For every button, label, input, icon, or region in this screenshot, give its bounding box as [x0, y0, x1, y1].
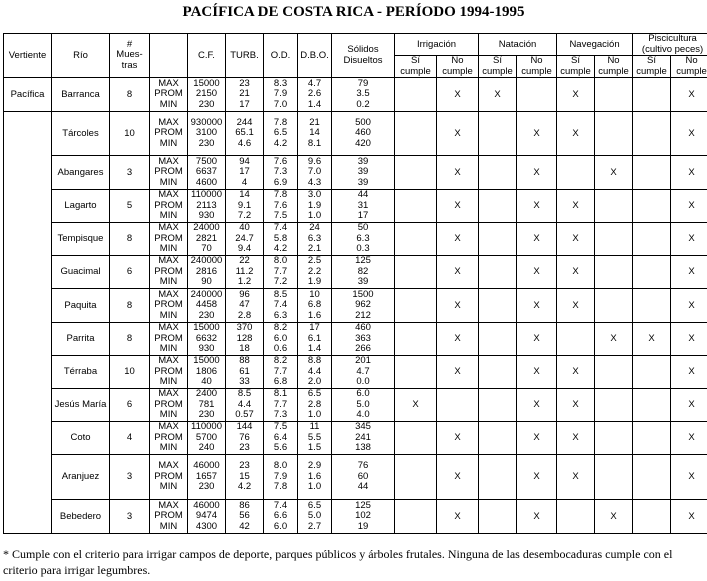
compliance-mark: X — [517, 112, 557, 156]
compliance-mark: X — [517, 323, 557, 356]
od-values: 8.3 7.9 7.0 — [264, 78, 298, 112]
table-row — [4, 455, 707, 500]
solidos-values: 460 363 266 — [332, 323, 395, 356]
col-irrigacion: Irrigación — [395, 34, 479, 56]
compliance-mark: X — [671, 78, 707, 112]
dbo-values: 2.9 1.6 1.0 — [298, 455, 332, 500]
compliance-mark — [517, 78, 557, 112]
river-name: Tárcoles — [52, 112, 110, 156]
vertiente-cell — [4, 112, 52, 534]
col-natacion: Natación — [479, 34, 557, 56]
compliance-mark: X — [595, 500, 633, 534]
col-piscicultura: Piscicultura (cultivo peces) — [633, 34, 707, 56]
compliance-mark — [557, 500, 595, 534]
col-no-cumple: No cumple — [671, 56, 707, 78]
sample-count: 6 — [110, 389, 150, 422]
stat-labels: MAX PROM MIN — [150, 256, 188, 289]
compliance-mark — [595, 223, 633, 256]
sample-count: 10 — [110, 356, 150, 389]
turb-values: 88 61 33 — [226, 356, 264, 389]
compliance-mark — [479, 455, 517, 500]
od-values: 8.2 7.7 6.8 — [264, 356, 298, 389]
turb-values: 94 17 4 — [226, 156, 264, 190]
water-quality-table — [3, 33, 707, 534]
compliance-mark — [395, 289, 437, 323]
sample-count: 3 — [110, 156, 150, 190]
compliance-mark: X — [517, 190, 557, 223]
cf-values: 240000 2816 90 — [188, 256, 226, 289]
turb-values: 96 47 2.8 — [226, 289, 264, 323]
turb-values: 23 21 17 — [226, 78, 264, 112]
col-no-cumple: No cumple — [517, 56, 557, 78]
turb-values: 23 15 4.2 — [226, 455, 264, 500]
footnote: * Cumple con el criterio para irrigar campos de deporte, parques públicos y árboles frutales. Ninguna de las desembocaduras cumple con el criterio para irrigar legumbres. — [3, 547, 673, 577]
compliance-mark: X — [557, 190, 595, 223]
solidos-values: 1500 962 212 — [332, 289, 395, 323]
table-row — [4, 422, 707, 455]
compliance-mark — [395, 78, 437, 112]
compliance-mark: X — [557, 112, 595, 156]
compliance-mark: X — [437, 156, 479, 190]
dbo-values: 6.5 5.0 2.7 — [298, 500, 332, 534]
compliance-mark — [595, 289, 633, 323]
compliance-mark: X — [557, 389, 595, 422]
compliance-mark: X — [557, 289, 595, 323]
compliance-mark: X — [671, 156, 707, 190]
od-values: 7.8 6.5 4.2 — [264, 112, 298, 156]
dbo-values: 3.0 1.9 1.0 — [298, 190, 332, 223]
col-no-cumple: No cumple — [595, 56, 633, 78]
compliance-mark — [395, 356, 437, 389]
compliance-mark: X — [671, 422, 707, 455]
compliance-mark — [595, 455, 633, 500]
turb-values: 370 128 18 — [226, 323, 264, 356]
compliance-mark: X — [557, 256, 595, 289]
compliance-mark: X — [671, 455, 707, 500]
dbo-values: 4.7 2.6 1.4 — [298, 78, 332, 112]
sample-count: 3 — [110, 500, 150, 534]
cf-values: 110000 5700 240 — [188, 422, 226, 455]
col-si-cumple: Sí cumple — [633, 56, 671, 78]
compliance-mark — [479, 112, 517, 156]
od-values: 8.0 7.7 7.2 — [264, 256, 298, 289]
compliance-mark: X — [437, 190, 479, 223]
compliance-mark — [633, 389, 671, 422]
compliance-mark: X — [557, 356, 595, 389]
solidos-values: 79 3.5 0.2 — [332, 78, 395, 112]
compliance-mark: X — [557, 455, 595, 500]
dbo-values: 9.6 7.0 4.3 — [298, 156, 332, 190]
col-si-cumple: Sí cumple — [557, 56, 595, 78]
table-row — [4, 78, 707, 112]
compliance-mark — [437, 389, 479, 422]
compliance-mark — [633, 500, 671, 534]
compliance-mark — [479, 223, 517, 256]
page-title: PACÍFICA DE COSTA RICA - PERÍODO 1994-1995 — [182, 4, 525, 20]
od-values: 8.5 7.4 6.3 — [264, 289, 298, 323]
turb-values: 86 56 42 — [226, 500, 264, 534]
compliance-mark — [595, 422, 633, 455]
table-row — [4, 356, 707, 389]
compliance-mark — [633, 356, 671, 389]
col-vertiente: Vertiente — [4, 34, 52, 78]
compliance-mark: X — [395, 389, 437, 422]
compliance-mark: X — [671, 389, 707, 422]
cf-values: 15000 6632 930 — [188, 323, 226, 356]
solidos-values: 125 102 19 — [332, 500, 395, 534]
table-row — [4, 389, 707, 422]
sample-count: 8 — [110, 289, 150, 323]
solidos-values: 39 39 39 — [332, 156, 395, 190]
table-row — [4, 500, 707, 534]
compliance-mark: X — [517, 223, 557, 256]
compliance-mark: X — [437, 256, 479, 289]
compliance-mark: X — [437, 356, 479, 389]
compliance-mark: X — [437, 78, 479, 112]
table-row — [4, 223, 707, 256]
stat-labels: MAX PROM MIN — [150, 389, 188, 422]
solidos-values: 500 460 420 — [332, 112, 395, 156]
solidos-values: 44 31 17 — [332, 190, 395, 223]
stat-labels: MAX PROM MIN — [150, 500, 188, 534]
compliance-mark — [595, 256, 633, 289]
sample-count: 3 — [110, 455, 150, 500]
dbo-values: 2.5 2.2 1.9 — [298, 256, 332, 289]
stat-labels: MAX PROM MIN — [150, 455, 188, 500]
compliance-mark — [633, 156, 671, 190]
river-name: Jesús María — [52, 389, 110, 422]
compliance-mark: X — [633, 323, 671, 356]
col-od: O.D. — [264, 34, 298, 78]
sample-count: 10 — [110, 112, 150, 156]
col-cf: C.F. — [188, 34, 226, 78]
cf-values: 24000 2821 70 — [188, 223, 226, 256]
compliance-mark: X — [671, 356, 707, 389]
od-values: 7.5 6.4 5.6 — [264, 422, 298, 455]
river-name: Tempisque — [52, 223, 110, 256]
compliance-mark — [595, 112, 633, 156]
compliance-mark — [595, 190, 633, 223]
dbo-values: 10 6.8 1.6 — [298, 289, 332, 323]
cf-values: 7500 6637 4600 — [188, 156, 226, 190]
river-name: Parrita — [52, 323, 110, 356]
compliance-mark — [395, 156, 437, 190]
compliance-mark — [395, 455, 437, 500]
dbo-values: 8.8 4.4 2.0 — [298, 356, 332, 389]
compliance-mark: X — [437, 455, 479, 500]
compliance-mark: X — [437, 112, 479, 156]
compliance-mark: X — [437, 289, 479, 323]
solidos-values: 125 82 39 — [332, 256, 395, 289]
col-si-cumple: Sí cumple — [479, 56, 517, 78]
dbo-values: 11 5.5 1.5 — [298, 422, 332, 455]
compliance-mark — [479, 500, 517, 534]
compliance-mark — [633, 422, 671, 455]
sample-count: 8 — [110, 323, 150, 356]
compliance-mark — [395, 190, 437, 223]
col-turb: TURB. — [226, 34, 264, 78]
compliance-mark: X — [671, 256, 707, 289]
od-values: 7.4 6.6 6.0 — [264, 500, 298, 534]
compliance-mark: X — [517, 356, 557, 389]
compliance-mark: X — [671, 223, 707, 256]
compliance-mark: X — [671, 323, 707, 356]
turb-values: 14 9.1 7.2 — [226, 190, 264, 223]
compliance-mark — [479, 156, 517, 190]
od-values: 8.1 7.7 7.3 — [264, 389, 298, 422]
table-row — [4, 156, 707, 190]
compliance-mark: X — [557, 223, 595, 256]
compliance-mark: X — [671, 289, 707, 323]
compliance-mark: X — [517, 500, 557, 534]
sample-count: 6 — [110, 256, 150, 289]
compliance-mark — [633, 256, 671, 289]
compliance-mark — [479, 256, 517, 289]
od-values: 7.4 5.8 4.2 — [264, 223, 298, 256]
sample-count: 8 — [110, 223, 150, 256]
cf-values: 46000 9474 4300 — [188, 500, 226, 534]
compliance-mark — [595, 389, 633, 422]
stat-labels: MAX PROM MIN — [150, 190, 188, 223]
table-row — [4, 112, 707, 156]
cf-values: 930000 3100 230 — [188, 112, 226, 156]
compliance-mark: X — [595, 323, 633, 356]
river-name: Abangares — [52, 156, 110, 190]
table-row — [4, 256, 707, 289]
compliance-mark — [479, 289, 517, 323]
stat-labels: MAX PROM MIN — [150, 112, 188, 156]
dbo-values: 24 6.3 2.1 — [298, 223, 332, 256]
river-name: Barranca — [52, 78, 110, 112]
compliance-mark: X — [517, 289, 557, 323]
compliance-mark — [633, 112, 671, 156]
compliance-mark — [395, 422, 437, 455]
turb-values: 244 65.1 4.6 — [226, 112, 264, 156]
river-name: Bebedero — [52, 500, 110, 534]
sample-count: 8 — [110, 78, 150, 112]
compliance-mark — [633, 223, 671, 256]
stat-labels: MAX PROM MIN — [150, 323, 188, 356]
turb-values: 144 76 23 — [226, 422, 264, 455]
river-name: Paquita — [52, 289, 110, 323]
compliance-mark — [633, 289, 671, 323]
turb-values: 22 11.2 1.2 — [226, 256, 264, 289]
table-row — [4, 323, 707, 356]
compliance-mark — [557, 323, 595, 356]
sample-count: 4 — [110, 422, 150, 455]
compliance-mark: X — [671, 500, 707, 534]
compliance-mark — [479, 356, 517, 389]
compliance-mark: X — [517, 422, 557, 455]
dbo-values: 21 14 8.1 — [298, 112, 332, 156]
compliance-mark — [557, 156, 595, 190]
solidos-values: 6.0 5.0 4.0 — [332, 389, 395, 422]
compliance-mark — [395, 323, 437, 356]
table-row — [4, 289, 707, 323]
compliance-mark: X — [557, 78, 595, 112]
od-values: 7.6 7.3 6.9 — [264, 156, 298, 190]
cf-values: 15000 2150 230 — [188, 78, 226, 112]
vertiente-cell: Pacífica — [4, 78, 52, 112]
cf-values: 110000 2113 930 — [188, 190, 226, 223]
col-navegacion: Navegación — [557, 34, 633, 56]
compliance-mark — [633, 78, 671, 112]
sample-count: 5 — [110, 190, 150, 223]
river-name: Coto — [52, 422, 110, 455]
solidos-values: 76 60 44 — [332, 455, 395, 500]
od-values: 7.8 7.6 7.5 — [264, 190, 298, 223]
od-values: 8.2 6.0 0.6 — [264, 323, 298, 356]
compliance-mark: X — [671, 112, 707, 156]
cf-values: 46000 1657 230 — [188, 455, 226, 500]
compliance-mark: X — [517, 389, 557, 422]
dbo-values: 6.5 2.8 1.0 — [298, 389, 332, 422]
stat-labels: MAX PROM MIN — [150, 78, 188, 112]
compliance-mark — [479, 389, 517, 422]
turb-values: 8.5 4.4 0.57 — [226, 389, 264, 422]
compliance-mark: X — [517, 256, 557, 289]
solidos-values: 201 4.7 0.0 — [332, 356, 395, 389]
solidos-values: 345 241 138 — [332, 422, 395, 455]
compliance-mark — [479, 323, 517, 356]
river-name: Aranjuez — [52, 455, 110, 500]
dbo-values: 17 6.1 1.4 — [298, 323, 332, 356]
col-stat — [150, 34, 188, 78]
compliance-mark: X — [671, 190, 707, 223]
compliance-mark: X — [437, 223, 479, 256]
stat-labels: MAX PROM MIN — [150, 422, 188, 455]
col-rio: Río — [52, 34, 110, 78]
stat-labels: MAX PROM MIN — [150, 223, 188, 256]
compliance-mark: X — [517, 156, 557, 190]
col-dbo: D.B.O. — [298, 34, 332, 78]
od-values: 8.0 7.9 7.8 — [264, 455, 298, 500]
col-muestras: # Mues- tras — [110, 34, 150, 78]
compliance-mark: X — [479, 78, 517, 112]
turb-values: 40 24.7 9.4 — [226, 223, 264, 256]
compliance-mark — [595, 78, 633, 112]
compliance-mark — [395, 112, 437, 156]
compliance-mark: X — [437, 323, 479, 356]
col-no-cumple: No cumple — [437, 56, 479, 78]
compliance-mark — [595, 356, 633, 389]
river-name: Lagarto — [52, 190, 110, 223]
river-name: Guacimal — [52, 256, 110, 289]
stat-labels: MAX PROM MIN — [150, 156, 188, 190]
col-si-cumple: Sí cumple — [395, 56, 437, 78]
compliance-mark — [395, 223, 437, 256]
cf-values: 15000 1806 40 — [188, 356, 226, 389]
compliance-mark — [633, 455, 671, 500]
compliance-mark — [479, 422, 517, 455]
solidos-values: 50 6.3 0.3 — [332, 223, 395, 256]
compliance-mark: X — [437, 422, 479, 455]
compliance-mark — [395, 500, 437, 534]
table-row — [4, 190, 707, 223]
compliance-mark: X — [437, 500, 479, 534]
compliance-mark: X — [595, 156, 633, 190]
stat-labels: MAX PROM MIN — [150, 356, 188, 389]
cf-values: 2400 781 230 — [188, 389, 226, 422]
compliance-mark: X — [517, 455, 557, 500]
compliance-mark — [395, 256, 437, 289]
river-name: Térraba — [52, 356, 110, 389]
cf-values: 240000 4458 230 — [188, 289, 226, 323]
col-solidos: Sólidos Disueltos — [332, 34, 395, 78]
compliance-mark — [479, 190, 517, 223]
compliance-mark: X — [557, 422, 595, 455]
compliance-mark — [633, 190, 671, 223]
stat-labels: MAX PROM MIN — [150, 289, 188, 323]
